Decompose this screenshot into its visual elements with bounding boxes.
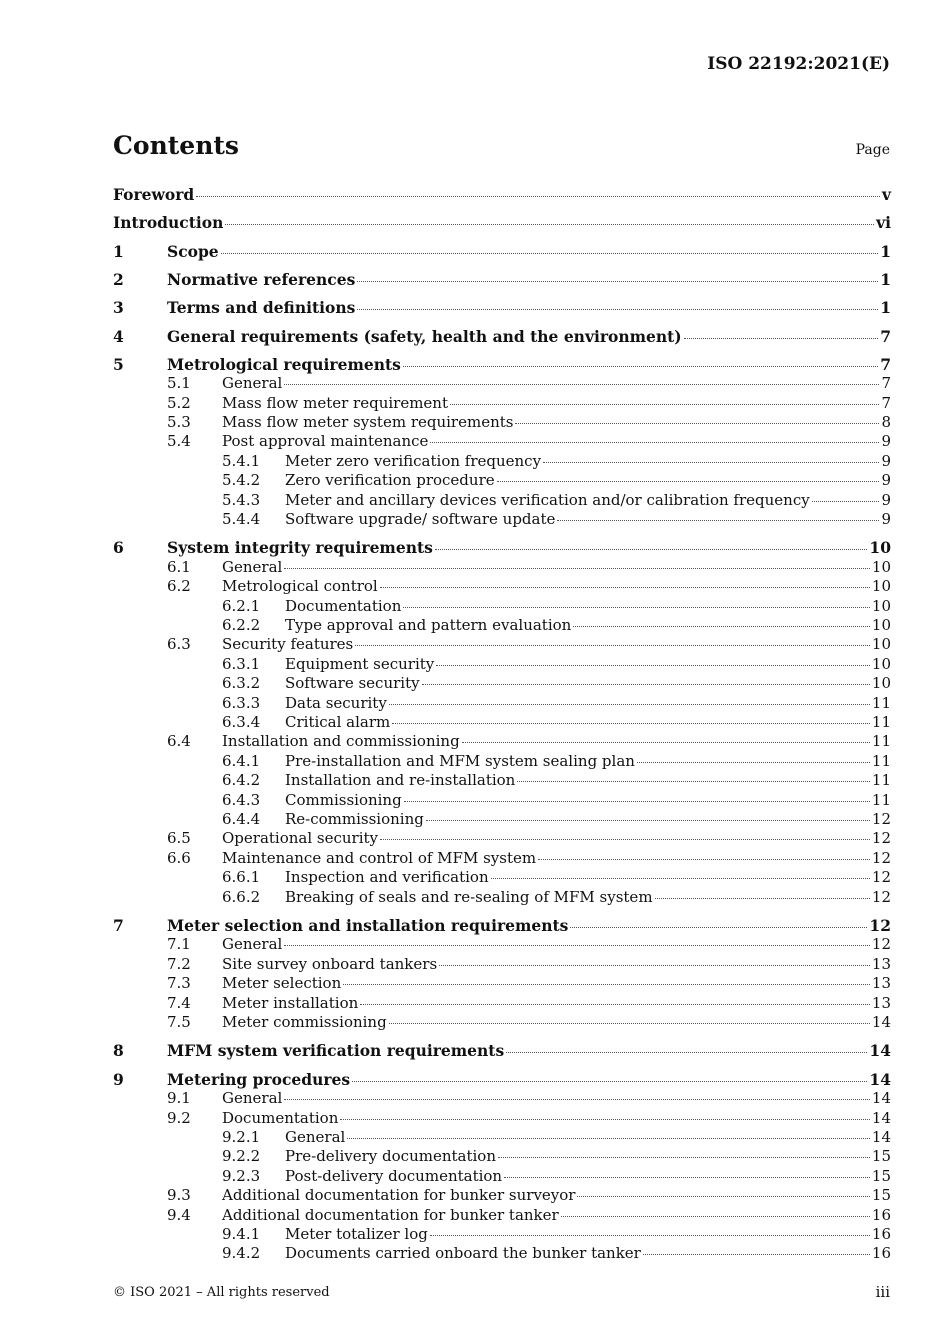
toc-entry-number: 2 (113, 269, 124, 289)
toc-entry-page: 16 (871, 1224, 891, 1243)
toc-entry-page: 10 (871, 577, 891, 596)
toc-entry[interactable] (113, 1186, 891, 1204)
toc-leader-dots (404, 801, 870, 802)
toc-entry-number: 6.5 (167, 829, 191, 848)
toc-entry-title[interactable]: Breaking of seals and re-sealing of MFM system (285, 887, 653, 906)
toc-entry-number: 6.3.4 (222, 713, 261, 731)
toc-entry-page: 16 (871, 1205, 891, 1224)
toc-entry-page: 12 (869, 916, 891, 935)
toc-entry-page: 7 (880, 354, 891, 374)
toc-entry-number: 4 (113, 326, 124, 346)
toc-entry-page: 12 (871, 810, 891, 828)
toc-entry[interactable] (113, 674, 891, 692)
toc-leader-dots (284, 1099, 870, 1100)
toc-leader-dots (380, 587, 870, 588)
toc-entry-page: 12 (871, 868, 891, 887)
toc-entry-page: 11 (871, 732, 891, 751)
toc-entry-page: 16 (871, 1244, 891, 1263)
toc-entry-number: 6.3 (167, 635, 191, 654)
toc-entry-title[interactable]: Mass flow meter system requirements (222, 413, 514, 431)
toc-entry-number: 7.2 (167, 954, 191, 973)
toc-entry-page: v (881, 185, 891, 204)
toc-entry-page: 15 (871, 1166, 891, 1185)
toc-leader-dots (340, 1119, 870, 1120)
toc-entry-page: 14 (871, 1013, 891, 1031)
toc-leader-dots (284, 945, 870, 946)
toc-entry-number: 3 (113, 298, 124, 318)
toc-entry-page: 14 (871, 1127, 891, 1146)
toc-entry-number: 6.4 (167, 732, 191, 751)
toc-entry-title[interactable]: Software upgrade/ software update (285, 510, 556, 528)
toc-leader-dots (403, 366, 878, 367)
toc-entry-number: 5.4.2 (222, 471, 261, 490)
toc-entry-page: 12 (871, 887, 891, 906)
toc-entry-number: 5.4.4 (222, 510, 261, 528)
toc-entry-number: 9.2.2 (222, 1147, 261, 1166)
toc-entry[interactable] (113, 713, 891, 731)
toc-entry-number: 5.4.1 (222, 451, 261, 470)
toc-entry-title[interactable]: Zero verification procedure (285, 471, 495, 490)
toc-entry-page: 1 (880, 241, 891, 261)
toc-entry[interactable] (113, 1013, 891, 1031)
toc-entry-title[interactable]: Metrological control (222, 577, 378, 596)
toc-entry-number: 6.6.1 (222, 868, 261, 887)
toc-entry-title[interactable]: Documentation (222, 1108, 339, 1127)
toc-entry-number: 5.2 (167, 393, 191, 412)
toc-leader-dots (538, 859, 870, 860)
toc-entry[interactable] (113, 1128, 891, 1146)
toc-entry-title[interactable]: Post-delivery documentation (285, 1166, 503, 1185)
toc-entry[interactable] (113, 1041, 891, 1060)
toc-entry-title[interactable]: Additional documentation for bunker surveyor (222, 1186, 576, 1205)
toc-leader-dots (515, 423, 879, 424)
toc-entry-page: 12 (871, 829, 891, 848)
toc-leader-dots (389, 704, 870, 705)
footer-page-number: iii (875, 1283, 890, 1301)
toc-entry-number: 6 (113, 538, 124, 558)
toc-entry[interactable] (113, 829, 891, 847)
toc-entry-title[interactable]: Additional documentation for bunker tanker (222, 1205, 559, 1224)
toc-entry-number: 6.2.2 (222, 616, 261, 634)
toc-entry-number: 9.2.3 (222, 1166, 261, 1185)
toc-entry[interactable] (113, 471, 891, 489)
toc-entry-number: 6.4.2 (222, 771, 261, 790)
toc-entry[interactable] (113, 355, 891, 374)
toc-entry-page: vi (876, 213, 891, 233)
toc-entry-number: 5.3 (167, 413, 191, 431)
toc-entry-title[interactable]: Pre-installation and MFM system sealing plan (285, 751, 635, 770)
toc-leader-dots (221, 253, 879, 254)
toc-entry-title[interactable]: Equipment security (285, 654, 435, 673)
toc-leader-dots (506, 1052, 867, 1053)
toc-entry-title[interactable]: Pre-delivery documentation (285, 1147, 496, 1166)
toc-entry[interactable] (113, 327, 891, 346)
toc-entry-page: 7 (881, 393, 891, 412)
toc-leader-dots (436, 665, 870, 666)
toc-entry[interactable] (113, 635, 891, 653)
toc-entry-title[interactable]: Type approval and pattern evaluation (285, 616, 572, 634)
toc-entry[interactable] (113, 1206, 891, 1224)
toc-entry-page: 14 (869, 1069, 891, 1089)
toc-entry-number: 9.4.2 (222, 1244, 261, 1263)
toc-entry[interactable] (113, 185, 891, 204)
toc-leader-dots (403, 607, 870, 608)
toc-entry-number: 6.4.3 (222, 790, 261, 809)
toc-leader-dots (284, 384, 879, 385)
toc-entry-title[interactable]: Re-commissioning (285, 810, 424, 828)
toc-entry-title[interactable]: Meter totalizer log (285, 1224, 428, 1243)
toc-leader-dots (637, 762, 870, 763)
toc-leader-dots (357, 281, 878, 282)
toc-entry[interactable] (113, 732, 891, 750)
toc-entry-page: 15 (871, 1186, 891, 1205)
toc-entry[interactable] (113, 916, 891, 935)
toc-entry-number: 8 (113, 1041, 124, 1061)
toc-entry[interactable] (113, 1147, 891, 1165)
toc-entry-title[interactable]: MFM system verification requirements (167, 1041, 505, 1061)
toc-entry[interactable] (113, 868, 891, 886)
toc-entry-title[interactable]: General (222, 935, 283, 954)
toc-entry[interactable] (113, 994, 891, 1012)
toc-entry-number: 9.2 (167, 1108, 191, 1127)
toc-leader-dots (355, 645, 870, 646)
toc-entry-title[interactable]: Commissioning (285, 790, 402, 809)
toc-entry-page: 10 (871, 654, 891, 673)
toc-entry-number: 5.4 (167, 432, 191, 451)
toc-entry-title[interactable]: Terms and definitions (167, 298, 356, 318)
toc-leader-dots (643, 1254, 870, 1255)
toc-entry-page: 14 (869, 1041, 891, 1061)
toc-leader-dots (450, 404, 879, 405)
toc-leader-dots (389, 1023, 870, 1024)
toc-entry-page: 12 (871, 935, 891, 954)
toc-entry-page: 9 (881, 510, 891, 528)
toc-entry-number: 6.6 (167, 848, 191, 867)
toc-leader-dots (225, 224, 874, 225)
toc-entry[interactable] (113, 270, 891, 289)
toc-entry-title[interactable]: General requirements (safety, health and the environment) (167, 326, 682, 346)
toc-entry-page: 9 (881, 471, 891, 490)
toc-entry-page: 13 (871, 954, 891, 973)
toc-leader-dots (498, 1157, 870, 1158)
toc-entry[interactable] (113, 374, 891, 392)
toc-leader-dots (439, 965, 870, 966)
toc-entry-page: 1 (880, 269, 891, 289)
toc-entry-page: 13 (871, 974, 891, 993)
toc-entry[interactable] (113, 616, 891, 634)
toc-entry-number: 9.1 (167, 1089, 191, 1108)
toc-leader-dots (357, 309, 878, 310)
toc-entry-title[interactable]: Operational security (222, 829, 379, 848)
toc-entry-number: 1 (113, 241, 124, 261)
toc-entry-page: 10 (871, 616, 891, 634)
toc-entry[interactable] (113, 771, 891, 789)
copyright-footer: © ISO 2021 – All rights reserved (113, 1285, 330, 1300)
toc-leader-dots (684, 338, 879, 339)
document-id: ISO 22192:2021(E) (707, 54, 890, 74)
toc-entry[interactable] (113, 298, 891, 317)
toc-entry-number: 5.1 (167, 374, 191, 393)
toc-entry-number: 7.1 (167, 935, 191, 954)
toc-entry[interactable] (113, 432, 891, 450)
toc-leader-dots (462, 742, 870, 743)
toc-leader-dots (347, 1138, 870, 1139)
toc-entry-title[interactable]: Post approval maintenance (222, 432, 429, 451)
toc-entry-title[interactable]: Introduction (113, 213, 224, 233)
toc-entry-page: 10 (871, 596, 891, 615)
toc-entry-number: 7.4 (167, 993, 191, 1012)
toc-entry-page: 12 (871, 848, 891, 867)
toc-entry[interactable] (113, 1167, 891, 1185)
toc-entry-number: 5.4.3 (222, 490, 261, 509)
toc-entry-title[interactable]: System integrity requirements (167, 538, 433, 558)
toc-leader-dots (577, 1196, 869, 1197)
toc-entry-title[interactable]: Meter selection (222, 974, 342, 993)
toc-entry-page: 7 (881, 374, 891, 393)
toc-leader-dots (360, 1004, 870, 1005)
toc-entry[interactable] (113, 242, 891, 261)
toc-entry-page: 10 (871, 674, 891, 693)
toc-entry-title[interactable]: Meter selection and installation requirements (167, 916, 569, 935)
toc-leader-dots (430, 442, 879, 443)
toc-entry-title[interactable]: Installation and commissioning (222, 732, 460, 751)
toc-entry-number: 7.5 (167, 1013, 191, 1031)
page-title: Contents (113, 131, 240, 160)
toc-entry-title[interactable]: General (285, 1127, 346, 1146)
toc-entry[interactable] (113, 452, 891, 470)
toc-leader-dots (352, 1081, 867, 1082)
toc-entry[interactable] (113, 597, 891, 615)
toc-entry[interactable] (113, 538, 891, 557)
toc-entry-title[interactable]: Inspection and verification (285, 868, 489, 887)
toc-leader-dots (812, 501, 880, 502)
toc-entry[interactable] (113, 791, 891, 809)
toc-entry[interactable] (113, 510, 891, 528)
toc-entry-number: 6.2.1 (222, 596, 261, 615)
toc-entry-number: 7 (113, 916, 124, 935)
toc-entry-title[interactable]: Meter and ancillary devices verification and/or calibration frequency (285, 490, 810, 509)
toc-leader-dots (573, 626, 870, 627)
toc-leader-dots (430, 1235, 870, 1236)
toc-leader-dots (517, 781, 870, 782)
toc-entry-title[interactable]: General (222, 1089, 283, 1108)
toc-entry[interactable] (113, 974, 891, 992)
toc-entry-page: 10 (869, 538, 891, 558)
toc-leader-dots (196, 196, 880, 197)
toc-entry-page: 11 (871, 790, 891, 809)
toc-entry[interactable] (113, 810, 891, 828)
toc-entry-page: 9 (881, 451, 891, 470)
toc-leader-dots (426, 820, 870, 821)
toc-leader-dots (392, 723, 870, 724)
toc-entry-title[interactable]: General (222, 374, 283, 393)
toc-entry[interactable] (113, 1089, 891, 1107)
toc-entry-number: 9.4.1 (222, 1224, 261, 1243)
toc-entry-page: 7 (880, 326, 891, 346)
page-column-label: Page (855, 142, 890, 158)
toc-entry-page: 8 (881, 413, 891, 431)
toc-entry[interactable] (113, 213, 891, 232)
toc-entry-page: 1 (880, 298, 891, 318)
toc-entry-page: 9 (881, 490, 891, 509)
toc-entry[interactable] (113, 955, 891, 973)
toc-leader-dots (343, 984, 870, 985)
toc-entry[interactable] (113, 491, 891, 509)
toc-entry[interactable] (113, 1225, 891, 1243)
toc-entry-title[interactable]: Metering procedures (167, 1069, 351, 1089)
toc-entry[interactable] (113, 1109, 891, 1127)
toc-entry-title[interactable]: Installation and re-installation (285, 771, 516, 790)
toc-entry-page: 10 (871, 557, 891, 576)
toc-entry[interactable] (113, 752, 891, 770)
toc-entry[interactable] (113, 413, 891, 431)
toc-entry-page: 14 (871, 1108, 891, 1127)
toc-entry[interactable] (113, 1070, 891, 1089)
toc-entry-page: 9 (881, 432, 891, 451)
toc-entry-number: 9.2.1 (222, 1127, 261, 1146)
toc-entry-title[interactable]: Critical alarm (285, 713, 391, 731)
toc-entry-title[interactable]: Security features (222, 635, 354, 654)
toc-entry-page: 15 (871, 1147, 891, 1166)
toc-leader-dots (491, 878, 870, 879)
toc-entry-title[interactable]: Software security (285, 674, 420, 693)
toc-leader-dots (570, 927, 867, 928)
toc-entry-page: 11 (871, 751, 891, 770)
toc-leader-dots (543, 462, 879, 463)
toc-entry-number: 6.3.2 (222, 674, 261, 693)
toc-entry-number: 6.6.2 (222, 887, 261, 906)
toc-entry-page: 14 (871, 1089, 891, 1108)
toc-leader-dots (435, 549, 868, 550)
toc-entry-title[interactable]: Foreword (113, 185, 195, 204)
toc-entry-title[interactable]: Mass flow meter requirement (222, 393, 448, 412)
toc-entry-page: 10 (871, 635, 891, 654)
toc-entry-number: 5 (113, 354, 124, 374)
toc-entry-title[interactable]: Site survey onboard tankers (222, 954, 438, 973)
toc-entry-number: 9 (113, 1069, 124, 1089)
toc-leader-dots (284, 568, 870, 569)
toc-entry[interactable] (113, 394, 891, 412)
toc-entry[interactable] (113, 577, 891, 595)
toc-entry-title[interactable]: Maintenance and control of MFM system (222, 848, 537, 867)
toc-leader-dots (557, 520, 879, 521)
toc-leader-dots (504, 1177, 870, 1178)
toc-entry-title[interactable]: Documents carried onboard the bunker tanker (285, 1244, 641, 1263)
toc-entry[interactable] (113, 888, 891, 906)
toc-entry-title[interactable]: Normative references (167, 269, 356, 289)
toc-entry-title[interactable]: Data security (285, 693, 387, 712)
toc-leader-dots (655, 898, 870, 899)
toc-leader-dots (497, 481, 880, 482)
toc-entry[interactable] (113, 935, 891, 953)
toc-entry[interactable] (113, 655, 891, 673)
toc-entry-number: 6.3.1 (222, 654, 261, 673)
toc-entry-title[interactable]: General (222, 557, 283, 576)
toc-entry[interactable] (113, 1244, 891, 1262)
toc-entry-title[interactable]: Documentation (285, 596, 402, 615)
toc-entry-number: 9.4 (167, 1205, 191, 1224)
toc-entry-number: 6.4.4 (222, 810, 261, 828)
toc-leader-dots (561, 1216, 870, 1217)
toc-entry[interactable] (113, 849, 891, 867)
toc-entry[interactable] (113, 558, 891, 576)
toc-entry-number: 6.1 (167, 557, 191, 576)
toc-entry-page: 11 (871, 713, 891, 731)
toc-entry[interactable] (113, 694, 891, 712)
toc-entry-title[interactable]: Meter commissioning (222, 1013, 387, 1031)
toc-entry-page: 11 (871, 771, 891, 790)
toc-entry-number: 9.3 (167, 1186, 191, 1205)
toc-entry-title[interactable]: Metrological requirements (167, 354, 401, 374)
toc-entry-number: 6.3.3 (222, 693, 261, 712)
toc-entry-page: 11 (871, 693, 891, 712)
toc-entry-number: 6.2 (167, 577, 191, 596)
toc-leader-dots (380, 839, 870, 840)
toc-entry-title[interactable]: Meter installation (222, 993, 359, 1012)
toc-entry-title[interactable]: Scope (167, 241, 219, 261)
toc-entry-title[interactable]: Meter zero verification frequency (285, 451, 542, 470)
toc-entry-page: 13 (871, 993, 891, 1012)
toc-leader-dots (422, 684, 870, 685)
toc-entry-number: 6.4.1 (222, 751, 261, 770)
toc-entry-number: 7.3 (167, 974, 191, 993)
